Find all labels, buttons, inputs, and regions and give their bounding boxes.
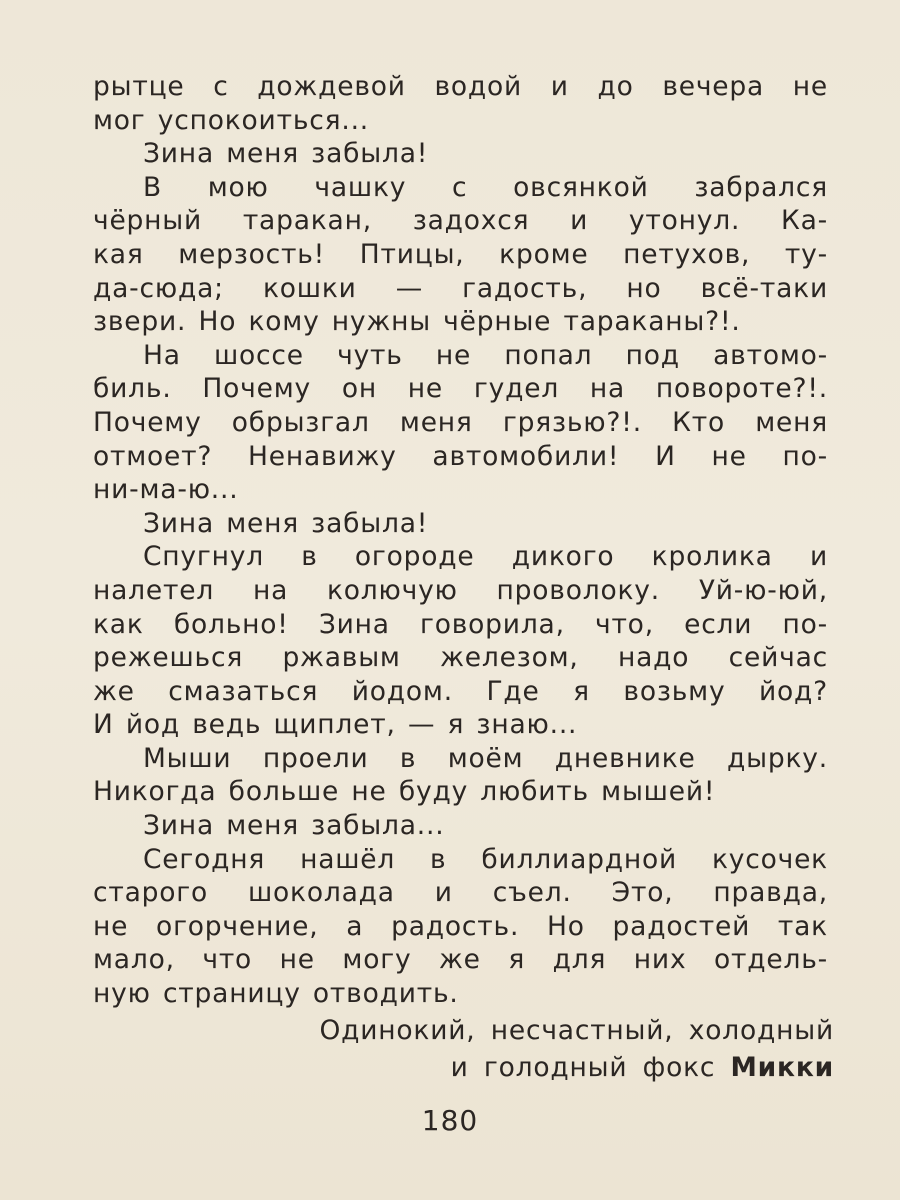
text-line: старого шоколада и съел. Это, правда, [93, 877, 828, 909]
text-line: ную страницу отводить. [93, 978, 459, 1010]
body-text [93, 70, 828, 1011]
text-line: налетел на колючую проволоку. Уй-ю-юй, [93, 574, 828, 606]
text-line: режешься ржавым железом, надо сейчас [93, 642, 828, 674]
signature-name: Микки [730, 1052, 834, 1083]
text-line: В мою чашку с овсянкой забрался [143, 171, 828, 203]
text-line: Сегодня нашёл в биллиардной кусочек [143, 843, 828, 875]
text-line: мало, что не могу же я для них отдель- [93, 944, 828, 976]
text-line: Никогда больше не буду любить мышей! [93, 776, 716, 808]
text-line: Зина меня забыла... [143, 810, 445, 842]
text-line: ни-ма-ю... [93, 474, 239, 506]
text-line: И йод ведь щиплет, — я знаю... [93, 709, 578, 741]
text-line: да-сюда; кошки — гадость, но всё-таки [93, 272, 828, 304]
text-line: кая мерзость! Птицы, кроме петухов, ту- [93, 238, 828, 270]
text-line: рытце с дождевой водой и до вечера не [93, 71, 828, 102]
text-line: Спугнул в огороде дикого кролика и [143, 541, 828, 573]
signature-line-2 [319, 1049, 834, 1086]
text-line: как больно! Зина говорила, что, если по- [93, 608, 828, 640]
text-line: Мыши проели в моём дневнике дырку. [143, 742, 828, 774]
signature-line-1: Одинокий, несчастный, холодный [319, 1015, 834, 1046]
text-line: Зина меня забыла! [143, 138, 429, 170]
text-line: Зина меня забыла! [143, 507, 429, 539]
text-line: отмоет? Ненавижу автомобили! И не по- [93, 440, 828, 472]
text-line: же смазаться йодом. Где я возьму йод? [93, 675, 828, 707]
text-line: мог успокоиться... [93, 104, 370, 136]
text-line: чёрный таракан, задохся и утонул. Ка- [93, 205, 828, 237]
page-number: 180 [421, 1104, 479, 1137]
text-line: биль. Почему он не гудел на повороте?!. [93, 373, 828, 405]
signature-block [319, 1012, 834, 1086]
text-line: Почему обрызгал меня грязью?!. Кто меня [93, 406, 828, 438]
signature-prefix: и голодный фокс [450, 1052, 716, 1083]
text-line: На шоссе чуть не попал под автомо- [143, 339, 828, 371]
text-line: не огорчение, а радость. Но радостей так [93, 910, 828, 942]
text-line: звери. Но кому нужны чёрные тараканы?!. [93, 306, 741, 338]
